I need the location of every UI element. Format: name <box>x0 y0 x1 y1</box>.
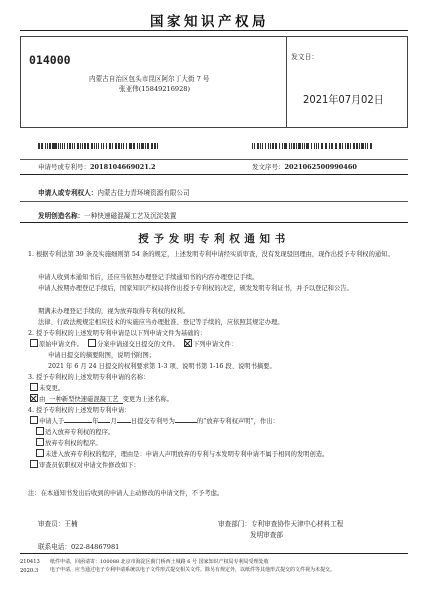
para-1c: 申请人按期办理登记手续后，国家知识产权局将作出授予专利权的决定，颁发发明专利证书，并予以登记和公告。 <box>38 285 353 292</box>
para-4: 4. 授予专利权的上述发明专利申请： <box>28 407 131 414</box>
waiver-month: 月 <box>110 418 117 425</box>
para-2-options <box>30 339 237 348</box>
checkbox-original-files[interactable] <box>30 339 38 347</box>
dept <box>218 518 343 528</box>
para-1b: 申请人收到本通知书后，还应当依照办理登记手续通知书的内容办理登记手续。 <box>38 274 259 281</box>
checkbox-examiner-amend[interactable] <box>30 460 38 468</box>
para-4-opt3 <box>36 449 328 458</box>
invention-rule <box>20 222 408 223</box>
checkbox-following-files[interactable] <box>184 339 192 347</box>
phone: 联系电话：022-84867981 <box>38 543 120 551</box>
meta-rule-mid <box>20 174 408 175</box>
para-3-opt2 <box>30 394 173 404</box>
para-4-opt4 <box>30 460 140 469</box>
header-rule <box>20 30 408 31</box>
para-4-opt1b <box>36 427 114 436</box>
para-1d: 期满未办理登记手续的，视为放弃取得专利权的权利。 <box>38 308 190 315</box>
footer-rule <box>20 553 408 554</box>
barcode-right <box>252 143 372 149</box>
note: 注：在本通知书发出后收到的申请人主动修改的申请文件，不予考虑。 <box>28 490 224 497</box>
checkbox-no-waiver[interactable] <box>36 449 44 457</box>
dept-2: 发明审查部 <box>250 531 283 539</box>
date-label: 发文日： <box>291 53 319 61</box>
app-no-label: 申请号或专利号： <box>38 163 90 171</box>
checkbox-waiver-procedure[interactable] <box>36 438 44 446</box>
waiver-patent-blank <box>175 422 197 423</box>
doc-no <box>252 162 357 171</box>
mail-divider <box>286 37 287 127</box>
app-no <box>38 162 156 171</box>
invention-label: 发明创造名称： <box>38 212 85 220</box>
examiner <box>38 518 78 528</box>
doc-no-label: 发文序号： <box>252 163 285 171</box>
doc-no-value: 2021062500990460 <box>284 163 357 171</box>
opt-original-files: 原始申请文件。 <box>39 341 84 348</box>
app-no-value: 2018104669021.2 <box>90 163 156 171</box>
waiver-applicant: 申请人于 <box>39 418 65 425</box>
form-code-2: 2020.3 <box>20 568 39 574</box>
checkbox-name-changed[interactable] <box>30 394 38 402</box>
opt-divisional-files: 分案申请递交日提交的文件。 <box>97 341 179 348</box>
header-title: 国家知识产权局 <box>150 14 269 30</box>
meta-rule-top <box>20 159 408 160</box>
para-1e: 法律、行政法规规定相应技术的实施应当办理批准、登记等手续的，应依照其规定办理。 <box>38 319 284 326</box>
para-3-opt1 <box>30 383 64 392</box>
para-2-files-2: 2021 年 6 月 24 日提交的权利要求第 1-3 项、说明书第 1-16 段、说明书摘要。 <box>48 363 276 370</box>
old-name: 一种新型快速磁混凝工艺 <box>45 394 122 404</box>
applicant-row <box>38 187 190 197</box>
postcode: 014000 <box>29 53 71 67</box>
applicant-value: 内蒙古佳力青环境资源有限公司 <box>97 189 190 197</box>
opt-following-files: 下列申请文件： <box>192 341 238 348</box>
checkbox-waiver[interactable] <box>30 416 38 424</box>
para-2: 2. 授予专利权的上述发明专利申请是以下列申请文件为基础的： <box>28 330 207 337</box>
invention-row <box>38 210 176 220</box>
barcode-left <box>38 143 158 149</box>
opt-name-to: 变更为上述名称。 <box>122 396 173 403</box>
waiver-declaration: 的“放弃专利权声明”，作出： <box>196 418 279 425</box>
waiver-month-blank <box>98 422 110 423</box>
checkbox-divisional-files[interactable] <box>88 339 96 347</box>
opt-name-from: 由 <box>39 396 46 403</box>
issue-date: 2021年07月02日 <box>303 94 384 106</box>
examiner-label: 审查员： <box>38 520 65 528</box>
checkbox-enter-waiver[interactable] <box>36 427 44 435</box>
waiver-year-blank <box>64 422 92 423</box>
invention-value: 一种快速磁混凝工艺及沉淀装置 <box>84 212 177 220</box>
examiner-name: 王楠 <box>64 520 78 528</box>
waiver-day: 日提交专利号为 <box>130 418 175 425</box>
para-1: 1. 根据专利法第 39 条及实施细则第 54 条的规定，上述发明专利申请经实质审查，没有发现驳回理由，现作出授予专利权的通知。 <box>28 251 394 258</box>
opt-name-unchanged: 未变更。 <box>39 385 65 392</box>
applicant-rule <box>20 201 408 202</box>
mail-recipient: 张亚伟(15849216928) <box>119 85 191 93</box>
checkbox-name-unchanged[interactable] <box>30 383 38 391</box>
applicant-label: 申请人或专利权人： <box>38 189 98 197</box>
opt-enter-waiver: 适入放弃专利权的程序。 <box>45 429 115 436</box>
mail-address: 内蒙古自治区包头市昆区阿尔丁大街 7 号 <box>89 75 210 83</box>
dept-name: 专利审查协作天津中心材料工程 <box>250 520 344 528</box>
footer-small-2: 电子申请，应当通过电子专利申请系统以电子文件形式提交相关文件。除另有规定外，以纸件等其他形式提交的文件视为未提交。 <box>50 567 336 573</box>
waiver-day-blank <box>117 422 131 423</box>
notice-title: 授 予 发 明 专 利 权 通 知 书 <box>138 233 286 245</box>
para-4-opt1 <box>30 416 279 425</box>
waiver-year: 年 <box>92 418 99 425</box>
form-code-1: 210413 <box>20 559 40 565</box>
footer-small-1: 纸件申请，回函请寄：100088 北京市海淀区蓟门桥西土城路 6 号 国家知识产权局专利局受理处收 <box>50 559 269 565</box>
mail-panel <box>20 36 408 128</box>
para-4-opt2 <box>36 438 102 447</box>
opt-waiver-procedure: 放弃专利权的程序。 <box>45 440 102 447</box>
para-2-files: 申请日提交的摘要附图，说明书附图； <box>48 352 156 359</box>
opt-examiner-amend: 审查员依职权对申请文件修改如下： <box>39 462 140 469</box>
dept-label: 审查部门： <box>218 520 251 528</box>
para-3: 3. 授予专利权的上述发明专利申请的名称： <box>28 374 150 381</box>
opt-no-waiver: 未进入放弃专利权的程序，理由是：申请人声明放弃的专利与本发明专利申请不属于相同的发明创造。 <box>45 451 329 458</box>
